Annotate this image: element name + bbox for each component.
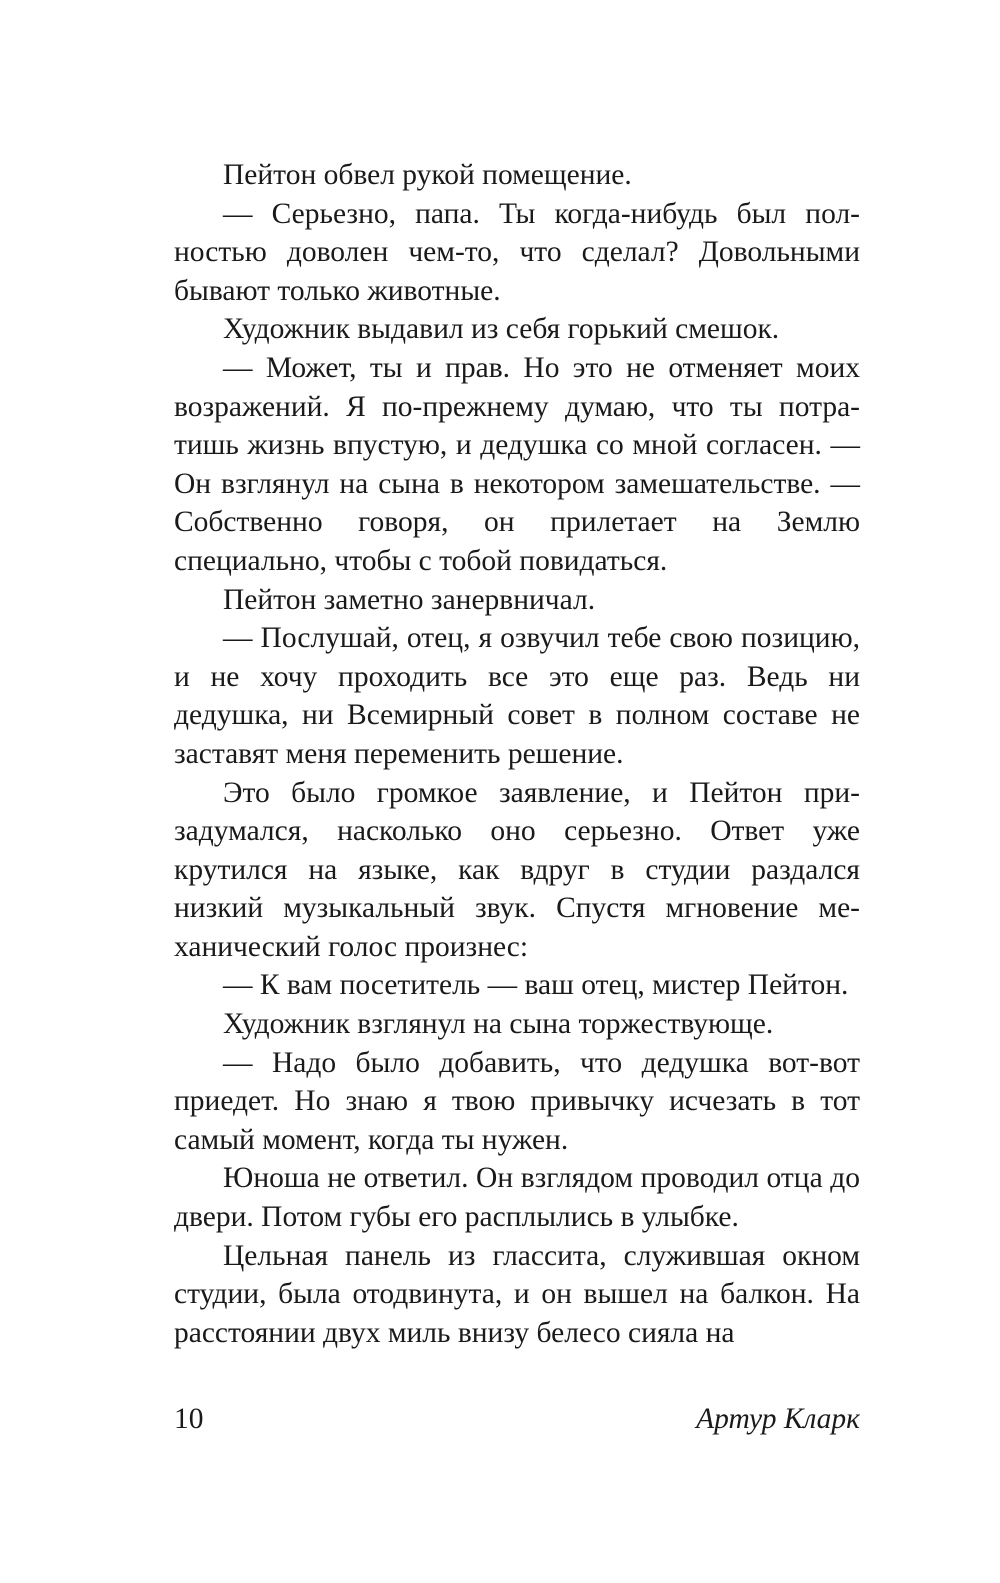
paragraph: — К вам посетитель — ваш отец, мистер Пейтон. [223,969,849,1002]
paragraph: Юноша не ответил. Он взглядом проводил отца до двери. Потом губы его расплылись в улыбке. [174,1162,860,1234]
paragraph: Пейтон обвел рукой помещение. [223,159,632,191]
paragraph: — Послушай, отец, я озвучил тебе свою позицию, и не хочу проходить все это еще раз. Ведь ни дедушка, ни Всемирный совет в полном составе не заставят меня переменить решение. [174,622,860,770]
paragraph: — Надо было добавить, что дедушка вот-вот приедет. Но знаю я твою привычку исчезать в тот самый момент, когда ты нужен. [174,1046,860,1156]
running-footer-author: Артур Кларк [696,1403,860,1435]
paragraph: Художник выдавил из себя горький смешок. [223,313,780,346]
paragraph: Это было громкое заявление, и Пейтон призадумался, насколько оно серьезно. Ответ уже крутился на языке, как вдруг в студии раздался низкий музыкальный звук. Спустя мгновение механический голос произнес: [174,776,860,963]
paragraph: — Серьезно, папа. Ты когда-нибудь был полностью доволен чем-то, что сделал? Довольными бывают только животные. [174,197,860,307]
paragraph: Пейтон заметно занервничал. [223,583,596,616]
page-number: 10 [174,1403,204,1435]
body-text [174,156,860,1352]
page-footer [174,1400,860,1440]
paragraph: — Может, ты и прав. Но это не отменяет моих возражений. Я по-прежнему думаю, что ты потратишь жизнь впустую, и дедушка со мной согласен. — Он взглянул на сына в некотором замешательстве. — Собственно говоря, он прилетает на Землю специально, чтобы с тобой повидаться. [174,351,860,577]
paragraph: Художник взглянул на сына торжествующе. [223,1008,774,1041]
paragraph: Цельная панель из глассита, служившая окном студии, была отодвинута, и он вышел на балкон. На расстоянии двух миль внизу белесо сияла на [174,1239,860,1349]
